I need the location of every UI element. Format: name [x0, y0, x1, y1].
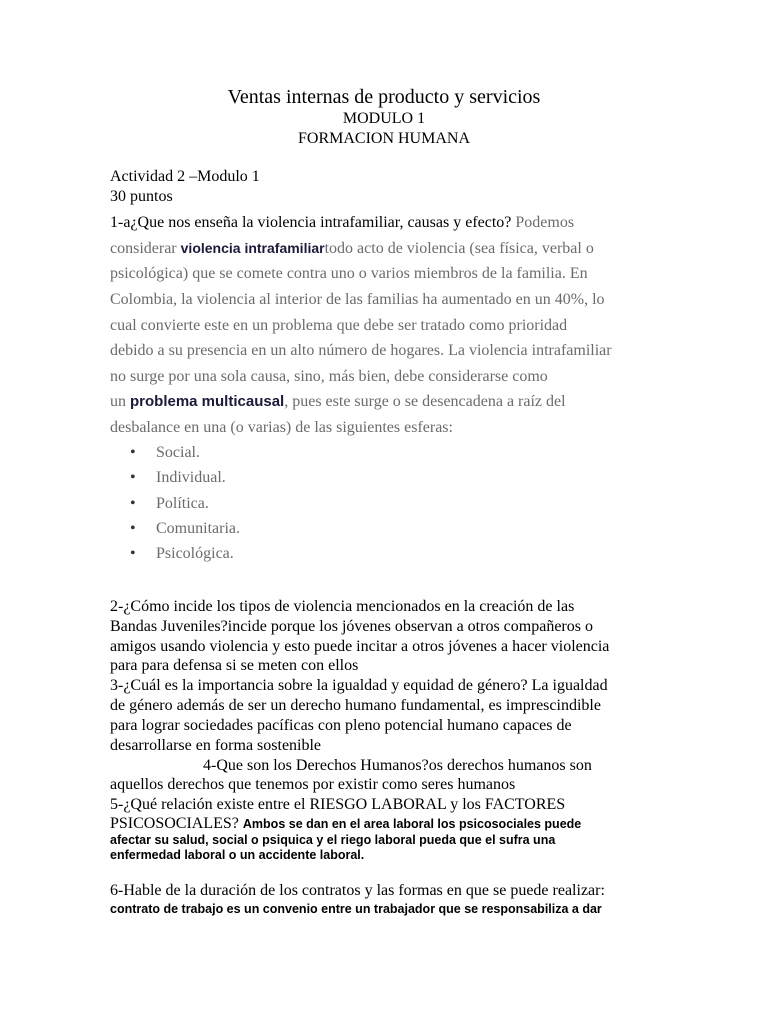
q1-line-8: [110, 391, 566, 413]
q6-line-2: contrato de trabajo es un convenio entre un trabajador que se responsabiliza a dar: [110, 902, 602, 916]
list-item: [130, 518, 240, 540]
course-heading: FORMACION HUMANA: [297, 130, 470, 147]
q5-l2-bold: Ambos se dan en el area laboral los psicosociales puede: [242, 817, 582, 831]
q1-line-5: cual convierte este en un problema que debe ser tratado como prioridad: [110, 317, 568, 334]
bullet-icon: •: [130, 545, 136, 562]
module-heading: MODULO 1: [342, 110, 426, 127]
q5-line-3: afectar su salud, social o psiquica y el riego laboral pueda que el sufra una: [110, 833, 556, 847]
bullet-icon: •: [130, 495, 136, 512]
q2-line-3: amigos usando violencia y esto puede incitar a otros jóvenes a hacer violencia: [110, 638, 610, 655]
q4-line-1: 4-Que son los Derechos Humanos?os derechos humanos son: [203, 757, 592, 774]
q2-line-1: 2-¿Cómo incide los tipos de violencia mencionados en la creación de las: [110, 598, 575, 615]
bullet-icon: •: [130, 444, 136, 461]
activity-label: Actividad 2 –Modulo 1: [110, 168, 260, 185]
list-item-label: Comunitaria.: [156, 520, 240, 537]
q5-line-1: 5-¿Qué relación existe entre el RIESGO LABORAL y los FACTORES: [110, 796, 566, 813]
q1-l2-post: todo acto de violencia (sea física, verbal o: [324, 240, 594, 257]
list-item: [130, 442, 200, 464]
list-item-label: Social.: [156, 444, 200, 461]
q1-line-1: [110, 212, 574, 234]
list-item-label: Política.: [156, 495, 209, 512]
q6-line-1: 6-Hable de la duración de los contratos y las formas en que se puede realizar:: [110, 882, 605, 899]
list-item-label: Psicológica.: [156, 545, 234, 562]
q3-line-1: 3-¿Cuál es la importancia sobre la igualdad y equidad de género? La igualdad: [110, 677, 608, 694]
list-item: [130, 493, 209, 515]
bullet-icon: •: [130, 520, 136, 537]
q4-line-2: aquellos derechos que tenemos por existir como seres humanos: [110, 776, 516, 793]
q1-line-6: debido a su presencia en un alto número de hogares. La violencia intrafamiliar: [110, 342, 612, 359]
q3-line-3: para lograr sociedades pacíficas con pleno potencial humano capaces de: [110, 717, 572, 734]
q5-line-2: [110, 814, 581, 834]
q1-l8-bold: problema multicausal: [130, 393, 285, 410]
q5-l2-pre: PSICOSOCIALES?: [110, 815, 243, 832]
q1-line-4: Colombia, la violencia al interior de las familias ha aumentado en un 40%, lo: [110, 291, 605, 308]
q1-answer-lead: Podemos: [511, 214, 575, 231]
q2-line-2: Bandas Juveniles?incide porque los jóvenes observan a otros compañeros o: [110, 618, 593, 635]
list-item: [130, 467, 226, 489]
q1-line-3: psicológica) que se comete contra uno o varios miembros de la familia. En: [110, 265, 588, 282]
q3-line-4: desarrollarse en forma sostenible: [110, 737, 322, 754]
bullet-icon: •: [130, 469, 136, 486]
q1-line-7: no surge por una sola causa, sino, más bien, debe considerarse como: [110, 368, 548, 385]
q3-line-2: de género además de ser un derecho humano fundamental, es imprescindible: [110, 697, 601, 714]
q1-l2-bold: violencia intrafamiliar: [180, 240, 325, 256]
document-title: Ventas internas de producto y servicios: [227, 86, 541, 108]
q1-question: 1-a¿Que nos enseña la violencia intrafamiliar, causas y efecto?: [110, 214, 512, 231]
q2-line-4: para para defensa si se meten con ellos: [110, 657, 359, 674]
q1-l8-post: , pues este surge o se desencadena a raíz del: [284, 393, 566, 410]
activity-points: 30 puntos: [110, 188, 173, 205]
q1-line-2: [110, 237, 594, 260]
q1-l8-pre: un: [110, 393, 130, 410]
q1-l2-pre: considerar: [110, 240, 181, 257]
list-item-label: Individual.: [156, 469, 226, 486]
q1-line-9: desbalance en una (o varias) de las siguientes esferas:: [110, 419, 453, 436]
q5-line-4: enfermedad laboral o un accidente laboral.: [110, 848, 365, 862]
list-item: [130, 543, 234, 565]
